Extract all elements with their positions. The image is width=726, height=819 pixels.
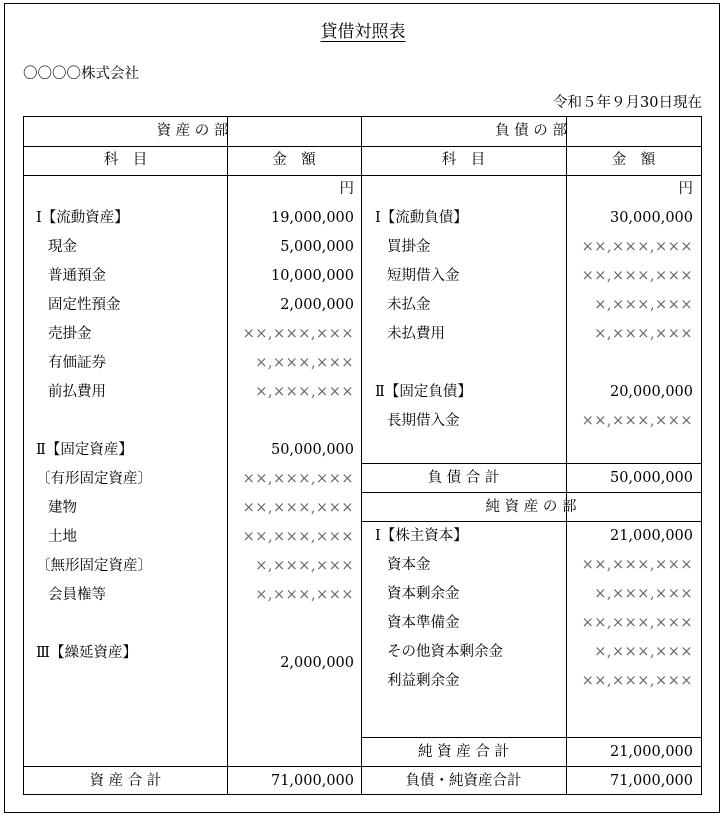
liabilities-row-label: Ⅱ【固定負債】 — [375, 384, 472, 400]
liabilities-section-header: 負 債 の 部 — [495, 123, 567, 139]
equity-row-label: 資本金 — [387, 557, 431, 573]
liab-col-amount: 金 額 — [611, 152, 656, 168]
rule-under-header — [24, 175, 701, 176]
rule-above-equity-total — [361, 737, 701, 738]
assets-row-label: 〔有形固定資産〕 — [36, 471, 152, 487]
assets-row-label: 〔無形固定資産〕 — [36, 558, 152, 574]
liabilities-row-label: Ⅰ【流動負債】 — [375, 210, 468, 226]
equity-row-amount: ××,×××,××× — [581, 673, 693, 689]
liabilities-total-amount: 50,000,000 — [609, 470, 693, 486]
assets-row-amount: 10,000,000 — [270, 268, 354, 284]
assets-row-amount: ××,×××,××× — [242, 500, 354, 516]
liabilities-row-label: 短期借入金 — [387, 268, 460, 284]
assets-row-amount: 50,000,000 — [270, 442, 354, 458]
rule-above-liab-total — [361, 463, 701, 464]
liabilities-total-label: 負 債 合 計 — [427, 470, 500, 486]
grand-total-label: 負債・純資産合計 — [405, 773, 522, 789]
liabilities-row-amount: ××,×××,××× — [581, 413, 693, 429]
assets-col-amount: 金 額 — [272, 152, 316, 168]
rule-above-equity — [361, 492, 701, 493]
equity-row-label: 利益剰余金 — [387, 673, 460, 689]
assets-row-amount: ×,×××,××× — [255, 587, 354, 603]
equity-total-label: 純 資 産 合 計 — [418, 744, 509, 760]
assets-row-label: 建物 — [48, 500, 77, 516]
assets-section-header: 資 産 の 部 — [156, 123, 229, 139]
equity-row-label: その他資本剰余金 — [387, 644, 503, 660]
equity-row-amount: ×,×××,××× — [594, 644, 693, 660]
assets-row-label: 会員権等 — [48, 587, 106, 603]
assets-row-label: 固定性預金 — [48, 297, 121, 313]
equity-row-amount: ×,×××,××× — [594, 586, 693, 602]
rule-under-equity-section — [361, 521, 701, 522]
liabilities-row-amount: ××,×××,××× — [581, 268, 693, 284]
assets-row-amount: ×,×××,××× — [255, 355, 354, 371]
assets-row-label: Ⅰ【流動資産】 — [36, 210, 129, 226]
liab-unit: 円 — [678, 181, 693, 197]
grand-total-amount: 71,000,000 — [609, 773, 693, 789]
assets-row-label: 前払費用 — [48, 384, 106, 400]
equity-row-amount: 21,000,000 — [609, 528, 693, 544]
liabilities-row-amount: ×,×××,××× — [594, 326, 693, 342]
liabilities-row-label: 買掛金 — [387, 239, 431, 255]
assets-col-item: 科 目 — [103, 152, 148, 168]
equity-total-amount: 21,000,000 — [609, 744, 693, 760]
assets-row-amount: ××,×××,××× — [242, 471, 354, 487]
assets-row-amount: ×,×××,××× — [255, 384, 354, 400]
divider-center — [361, 117, 362, 794]
liab-col-item: 科 目 — [441, 152, 486, 168]
assets-row-amount: 19,000,000 — [270, 210, 354, 226]
assets-unit: 円 — [339, 181, 354, 197]
assets-row-label: Ⅱ【固定資産】 — [36, 442, 133, 458]
assets-row-label: 現金 — [48, 239, 77, 255]
rule-above-grand-total — [24, 766, 701, 767]
equity-row-label: 資本準備金 — [387, 615, 460, 631]
assets-row-amount: 5,000,000 — [280, 239, 354, 255]
equity-row-amount: ××,×××,××× — [581, 615, 693, 631]
liabilities-row-label: 未払費用 — [387, 326, 445, 342]
assets-total-label: 資 産 合 計 — [89, 773, 162, 789]
rule-under-section — [24, 146, 701, 147]
liabilities-row-amount: 20,000,000 — [609, 384, 693, 400]
deferred-assets-amount: 2,000,000 — [280, 655, 354, 671]
assets-row-amount: ××,×××,××× — [242, 529, 354, 545]
assets-row-label: 有価証券 — [48, 355, 106, 371]
liabilities-row-amount: ×,×××,××× — [594, 297, 693, 313]
equity-row-label: 資本剰余金 — [387, 586, 460, 602]
liabilities-row-amount: ××,×××,××× — [581, 239, 693, 255]
liabilities-row-label: 未払金 — [387, 297, 431, 313]
equity-row-label: Ⅰ【株主資本】 — [375, 528, 468, 544]
liabilities-row-label: 長期借入金 — [387, 413, 460, 429]
assets-total-amount: 71,000,000 — [270, 773, 354, 789]
assets-row-amount: ××,×××,××× — [242, 326, 354, 342]
assets-row-label: 普通預金 — [48, 268, 106, 284]
assets-row-amount: 2,000,000 — [280, 297, 354, 313]
assets-row-amount: ×,×××,××× — [255, 558, 354, 574]
assets-row-label: 土地 — [48, 529, 77, 545]
equity-section-header: 純 資 産 の 部 — [485, 499, 577, 515]
assets-row-label: 売掛金 — [48, 326, 92, 342]
assets-row-label: Ⅲ【繰延資産】 — [36, 645, 137, 661]
balance-sheet-table — [23, 116, 702, 795]
equity-row-amount: ××,×××,××× — [581, 557, 693, 573]
liabilities-row-amount: 30,000,000 — [609, 210, 693, 226]
document-title: 貸借対照表 — [320, 22, 406, 42]
company-name: 〇〇〇〇株式会社 — [23, 66, 139, 82]
as-of-date: 令和５年９月30日現在 — [553, 95, 702, 111]
